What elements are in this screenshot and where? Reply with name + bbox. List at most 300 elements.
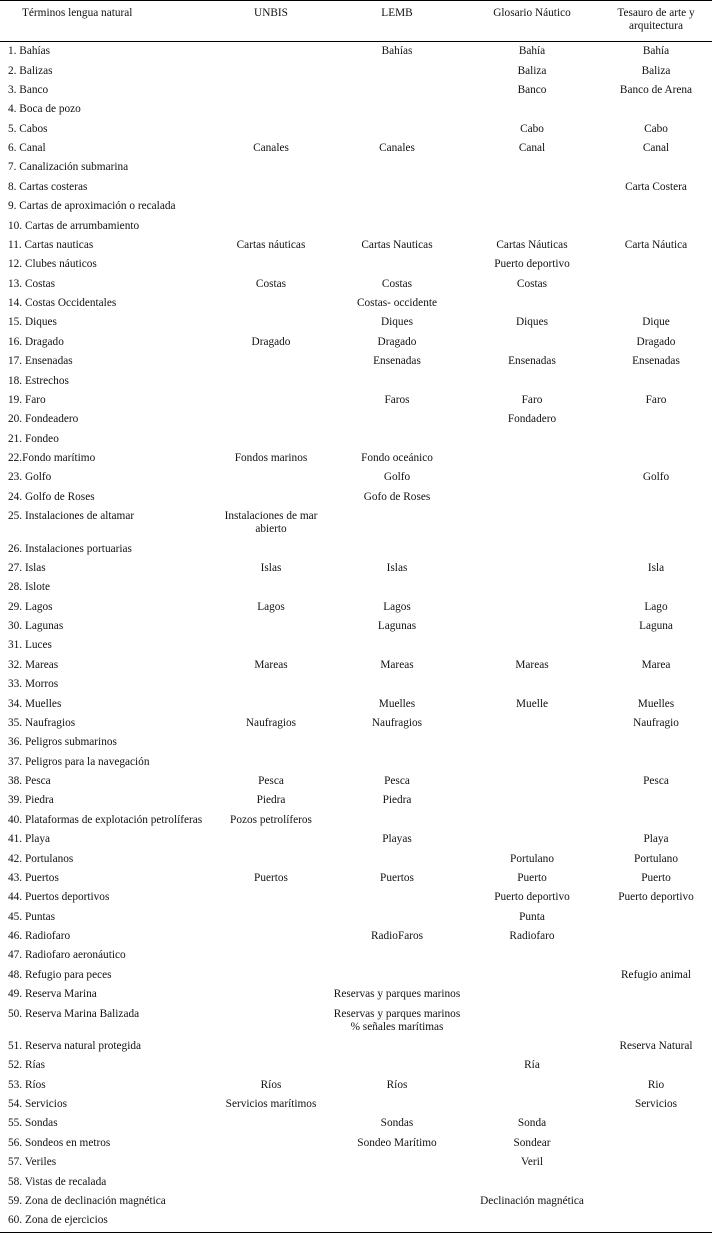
lemb-cell: [330, 178, 464, 197]
tesauro-cell: Ensenadas: [632, 355, 680, 368]
glosario-cell: Diques: [515, 316, 548, 329]
glosario-cell: Puerto deportivo: [494, 258, 570, 271]
unbis-cell: [212, 100, 330, 119]
table-row: [0, 617, 712, 636]
glosario-cell: [464, 488, 600, 507]
unbis-cell: [212, 391, 330, 410]
tesauro-cell: Playa: [643, 833, 669, 846]
glosario-cell: Costas: [516, 277, 548, 290]
table-row: [0, 61, 712, 80]
tesauro-cell: [600, 449, 712, 468]
glosario-cell: Puerto: [517, 871, 547, 884]
unbis-cell: [212, 158, 330, 177]
glosario-cell: [464, 1095, 600, 1114]
tesauro-cell: Marea: [641, 658, 671, 671]
lemb-cell: Mareas: [380, 658, 414, 671]
unbis-cell: Ríos: [260, 1078, 282, 1091]
glosario-cell: Baliza: [517, 64, 547, 77]
term-cell: 23. Golfo: [8, 471, 52, 484]
unbis-cell: Canales: [253, 142, 289, 155]
tesauro-cell: [600, 636, 712, 655]
glosario-cell: [464, 791, 600, 810]
tesauro-cell: Pesca: [643, 775, 669, 788]
lemb-cell: [330, 1056, 464, 1075]
unbis-cell: Pozos petrolíferos: [230, 813, 312, 826]
glosario-cell: Radiofaro: [509, 930, 555, 943]
table-row: [0, 449, 712, 468]
tesauro-cell: [600, 908, 712, 927]
lemb-cell: [330, 255, 464, 274]
table-row: [0, 908, 712, 927]
glosario-cell: [464, 753, 600, 772]
term-cell: 16. Dragado: [8, 335, 64, 348]
tesauro-cell: [600, 1192, 712, 1211]
unbis-cell: [212, 216, 330, 235]
term-cell: 18. Estrechos: [8, 374, 69, 387]
unbis-cell: [212, 985, 330, 1004]
unbis-cell: [212, 294, 330, 313]
glosario-cell: Canal: [518, 142, 546, 155]
term-cell: 28. Islote: [8, 581, 51, 594]
term-cell: 9. Cartas de aproximación o recalada: [8, 200, 176, 213]
unbis-cell: [212, 371, 330, 390]
tesauro-cell: Baliza: [641, 64, 671, 77]
glosario-cell: [464, 830, 600, 849]
table-row: [0, 559, 712, 578]
tesauro-cell: Carta Costera: [625, 180, 687, 193]
term-cell: 45. Puntas: [8, 910, 56, 923]
table-row: [0, 1004, 712, 1036]
tesauro-cell: [600, 811, 712, 830]
unbis-cell: [212, 617, 330, 636]
term-cell: 58. Vistas de recalada: [8, 1175, 107, 1188]
table-row: [0, 216, 712, 235]
tesauro-cell: [600, 1004, 712, 1036]
lemb-cell: [330, 908, 464, 927]
lemb-cell: Lagunas: [377, 620, 417, 633]
table-row: [0, 333, 712, 352]
tesauro-cell: Lago: [644, 600, 668, 613]
header-unbis: UNBIS: [212, 1, 330, 42]
term-cell: 15. Diques: [8, 316, 57, 329]
table-row: [0, 275, 712, 294]
term-cell: 14. Costas Occidentales: [8, 297, 117, 310]
tesauro-cell: Cabo: [644, 122, 668, 135]
term-cell: 42. Portulanos: [8, 852, 74, 865]
unbis-cell: Lagos: [257, 600, 285, 613]
term-cell: 33. Morros: [8, 678, 59, 691]
table-row: [0, 468, 712, 487]
term-cell: 2. Balizas: [8, 64, 53, 77]
unbis-cell: Fondos marinos: [234, 452, 308, 465]
glosario-cell: Banco: [517, 83, 547, 96]
tesauro-cell: [600, 733, 712, 752]
unbis-cell: [212, 120, 330, 139]
tesauro-cell: [600, 1134, 712, 1153]
glosario-cell: Punta: [519, 910, 545, 923]
lemb-cell: Golfo: [383, 471, 411, 484]
lemb-cell: [330, 430, 464, 449]
glosario-cell: [464, 449, 600, 468]
unbis-cell: [212, 81, 330, 100]
term-cell: 30. Lagunas: [8, 620, 64, 633]
glosario-cell: [464, 578, 600, 597]
table-row: [0, 1211, 712, 1233]
unbis-cell: Cartas náuticas: [236, 238, 306, 251]
unbis-cell: [212, 352, 330, 371]
table-row: [0, 197, 712, 216]
lemb-cell: [330, 371, 464, 390]
tesauro-cell: [600, 985, 712, 1004]
table-row: [0, 539, 712, 558]
glosario-cell: [464, 216, 600, 235]
tesauro-cell: [600, 216, 712, 235]
term-cell: 56. Sondeos en metros: [8, 1136, 111, 1149]
term-cell: 52. Rías: [8, 1059, 46, 1072]
term-cell: 60. Zona de ejercicios: [0, 1211, 212, 1233]
glosario-cell: [464, 617, 600, 636]
term-cell: 24. Golfo de Roses: [8, 490, 95, 503]
table-row: [0, 694, 712, 713]
glosario-cell: [464, 559, 600, 578]
unbis-cell: [212, 927, 330, 946]
unbis-cell: [212, 1153, 330, 1172]
lemb-cell: [330, 849, 464, 868]
lemb-cell: [330, 1037, 464, 1056]
glosario-cell: Sonda: [517, 1117, 547, 1130]
table-row: [0, 966, 712, 985]
table-row: [0, 927, 712, 946]
table-row: [0, 120, 712, 139]
lemb-cell: [330, 158, 464, 177]
lemb-cell: Reservas y parques marinos: [333, 988, 461, 1001]
tesauro-cell: [600, 791, 712, 810]
lemb-cell: [330, 675, 464, 694]
unbis-cell: Islas: [260, 561, 282, 574]
table-row: [0, 313, 712, 332]
table-row: [0, 888, 712, 907]
glosario-cell: [464, 507, 600, 539]
table-row: [0, 294, 712, 313]
unbis-cell: [212, 908, 330, 927]
tesauro-cell: Dique: [642, 316, 670, 329]
term-cell: 20. Fondeadero: [8, 413, 79, 426]
tesauro-cell: [600, 1114, 712, 1133]
glosario-cell: Ensenadas: [508, 355, 556, 368]
tesauro-cell: [600, 1153, 712, 1172]
term-cell: 35. Naufragios: [8, 716, 76, 729]
lemb-cell: Gofo de Roses: [363, 490, 431, 503]
lemb-cell: Dragado: [377, 335, 417, 348]
lemb-cell: [330, 216, 464, 235]
unbis-cell: Piedra: [256, 794, 286, 807]
lemb-cell: [330, 811, 464, 830]
unbis-cell: [212, 1114, 330, 1133]
tesauro-cell: Puerto deportivo: [618, 891, 694, 904]
unbis-cell: [212, 61, 330, 80]
term-cell: 11. Cartas nauticas: [8, 238, 94, 251]
unbis-cell: [212, 675, 330, 694]
glosario-cell: Puerto deportivo: [494, 891, 570, 904]
unbis-cell: [212, 430, 330, 449]
tesauro-cell: [600, 1056, 712, 1075]
unbis-cell: [212, 197, 330, 216]
glosario-cell: [464, 1004, 600, 1036]
glosario-cell: [464, 985, 600, 1004]
lemb-cell: Pesca: [384, 775, 410, 788]
lemb-cell: Ríos: [386, 1078, 408, 1091]
glosario-cell: [464, 468, 600, 487]
unbis-cell: [212, 636, 330, 655]
table-row: [0, 1076, 712, 1095]
tesauro-cell: [600, 294, 712, 313]
term-cell: 25. Instalaciones de altamar: [8, 510, 135, 523]
table-row: [0, 371, 712, 390]
lemb-cell: [330, 578, 464, 597]
term-cell: 26. Instalaciones portuarias: [8, 542, 132, 555]
table-row: [0, 42, 712, 62]
unbis-cell: Instalaciones de mar abierto: [224, 510, 318, 536]
term-cell: 8. Cartas costeras: [8, 180, 88, 193]
unbis-cell: Servicios marítimos: [225, 1098, 317, 1111]
term-cell: 44. Puertos deportivos: [8, 891, 110, 904]
term-cell: 29. Lagos: [8, 600, 53, 613]
glosario-cell: [464, 598, 600, 617]
lemb-cell: Fondo oceánico: [361, 452, 433, 465]
table-row: [0, 1153, 712, 1172]
tesauro-cell: Servicios: [634, 1098, 678, 1111]
term-cell: 55. Sondas: [8, 1117, 58, 1130]
tesauro-cell: [600, 275, 712, 294]
term-cell: 31. Luces: [8, 639, 52, 652]
lemb-cell: Islas: [386, 561, 408, 574]
unbis-cell: [212, 488, 330, 507]
table-row: [0, 1172, 712, 1191]
unbis-cell: [212, 42, 330, 62]
header-lemb: LEMB: [330, 1, 464, 42]
glosario-cell: [464, 100, 600, 119]
header-nautical-glossary: Glosario Náutico: [464, 1, 600, 42]
table-row: [0, 1114, 712, 1133]
table-row: [0, 507, 712, 539]
tesauro-cell: [600, 100, 712, 119]
glosario-cell: Faro: [521, 393, 543, 406]
lemb-cell: Faros: [384, 393, 410, 406]
term-cell: 36. Peligros submarinos: [8, 736, 117, 749]
table-row: [0, 430, 712, 449]
term-cell: 22.Fondo marítimo: [8, 452, 96, 465]
unbis-cell: [212, 1037, 330, 1056]
tesauro-cell: Laguna: [639, 620, 673, 633]
table-row: [0, 236, 712, 255]
lemb-cell: Lagos: [383, 600, 411, 613]
table-row: [0, 352, 712, 371]
term-cell: 48. Refugio para peces: [8, 968, 112, 981]
term-cell: 5. Cabos: [8, 122, 48, 135]
tesauro-cell: Puerto: [641, 871, 671, 884]
term-cell: 54. Servicios: [8, 1098, 67, 1111]
term-cell: 6. Canal: [8, 142, 46, 155]
lemb-cell: Piedra: [382, 794, 412, 807]
unbis-cell: Puertos: [254, 871, 288, 884]
unbis-cell: [212, 1211, 330, 1233]
tesauro-cell: Portulano: [634, 852, 678, 865]
glosario-cell: [464, 178, 600, 197]
tesauro-cell: Muelles: [637, 697, 675, 710]
tesauro-cell: Golfo: [642, 471, 670, 484]
table-row: [0, 733, 712, 752]
unbis-cell: [212, 468, 330, 487]
lemb-cell: [330, 539, 464, 558]
unbis-cell: Dragado: [251, 335, 291, 348]
tesauro-cell: Naufragio: [633, 716, 679, 729]
table-row: [0, 1134, 712, 1153]
lemb-cell: [330, 966, 464, 985]
lemb-cell: [330, 1153, 464, 1172]
glosario-cell: [464, 636, 600, 655]
table-body: [0, 42, 712, 1233]
table-row: [0, 849, 712, 868]
glosario-cell: [464, 733, 600, 752]
table-row: [0, 772, 712, 791]
table-row: [0, 869, 712, 888]
glosario-cell: [464, 714, 600, 733]
tesauro-cell: [600, 578, 712, 597]
glosario-cell: Muelle: [516, 697, 548, 710]
unbis-cell: [212, 313, 330, 332]
table-row: [0, 830, 712, 849]
tesauro-cell: Rio: [647, 1078, 665, 1091]
term-cell: 46. Radiofaro: [8, 930, 71, 943]
lemb-cell: [330, 100, 464, 119]
unbis-cell: [212, 255, 330, 274]
table-row: [0, 675, 712, 694]
glosario-cell: [464, 811, 600, 830]
lemb-cell: [330, 1211, 464, 1233]
tesauro-cell: [600, 488, 712, 507]
table-row: [0, 255, 712, 274]
table-row: [0, 753, 712, 772]
tesauro-cell: Reserva Natural: [619, 1039, 693, 1052]
glosario-cell: [464, 1076, 600, 1095]
glosario-cell: Bahía: [518, 45, 546, 58]
term-cell: 12. Clubes náuticos: [8, 258, 97, 271]
term-cell: 27. Islas: [8, 561, 46, 574]
tesauro-cell: [600, 1211, 712, 1233]
table-row: [0, 81, 712, 100]
lemb-cell: Reservas y parques marinos % señales marítimas: [333, 1007, 461, 1033]
term-cell: 59. Zona de declinación magnética: [8, 1194, 166, 1207]
unbis-cell: [212, 888, 330, 907]
term-cell: 1. Bahías: [8, 45, 51, 58]
lemb-cell: Sondas: [380, 1117, 414, 1130]
glosario-cell: [464, 197, 600, 216]
unbis-cell: [212, 694, 330, 713]
table-row: [0, 985, 712, 1004]
lemb-cell: [330, 1095, 464, 1114]
glosario-cell: Ría: [524, 1059, 540, 1072]
header-row: [0, 1, 712, 42]
lemb-cell: Muelles: [378, 697, 416, 710]
tesauro-cell: [600, 410, 712, 429]
unbis-cell: [212, 1134, 330, 1153]
unbis-cell: Mareas: [254, 658, 288, 671]
glosario-cell: [464, 966, 600, 985]
lemb-cell: [330, 120, 464, 139]
glosario-cell: [464, 772, 600, 791]
unbis-cell: [212, 1004, 330, 1036]
glosario-cell: Portulano: [510, 852, 554, 865]
tesauro-cell: [600, 539, 712, 558]
table-row: [0, 636, 712, 655]
tesauro-cell: [600, 371, 712, 390]
table-row: [0, 488, 712, 507]
lemb-cell: Costas- occidente: [357, 297, 437, 310]
glosario-cell: Cabo: [520, 122, 544, 135]
term-cell: 38. Pesca: [8, 775, 51, 788]
table-row: [0, 791, 712, 810]
term-cell: 13. Costas: [8, 277, 56, 290]
glosario-cell: [464, 430, 600, 449]
tesauro-cell: [600, 507, 712, 539]
lemb-cell: [330, 753, 464, 772]
tesauro-cell: Faro: [645, 393, 667, 406]
term-cell: 21. Fondeo: [8, 432, 59, 445]
term-cell: 34. Muelles: [8, 697, 62, 710]
term-cell: 47. Radiofaro aeronáutico: [8, 949, 126, 962]
lemb-cell: [330, 1172, 464, 1191]
tesauro-cell: [600, 158, 712, 177]
glosario-cell: Cartas Náuticas: [496, 238, 568, 251]
table-row: [0, 946, 712, 965]
glosario-cell: Fondadero: [507, 413, 557, 426]
term-cell: 3. Banco: [8, 83, 49, 96]
table-row: [0, 410, 712, 429]
lemb-cell: [330, 1192, 464, 1211]
lemb-cell: Sondeo Marítimo: [357, 1136, 437, 1149]
table-row: [0, 178, 712, 197]
table-row: [0, 391, 712, 410]
unbis-cell: Costas: [255, 277, 287, 290]
lemb-cell: Ensenadas: [373, 355, 421, 368]
tesauro-cell: [600, 255, 712, 274]
lemb-cell: Cartas Nauticas: [361, 238, 433, 251]
term-cell: 41. Playa: [8, 833, 51, 846]
table-row: [0, 714, 712, 733]
term-cell: 19. Faro: [8, 393, 46, 406]
unbis-cell: [212, 753, 330, 772]
term-cell: 7. Canalización submarina: [8, 161, 129, 174]
unbis-cell: [212, 178, 330, 197]
tesauro-cell: [600, 675, 712, 694]
glosario-cell: [464, 1037, 600, 1056]
glosario-cell: [464, 371, 600, 390]
table-row: [0, 1192, 712, 1211]
table-row: [0, 656, 712, 675]
glosario-cell: [464, 1211, 600, 1233]
glosario-cell: [464, 1172, 600, 1191]
lemb-cell: [330, 61, 464, 80]
unbis-cell: Naufragios: [245, 716, 297, 729]
glosario-cell: [464, 333, 600, 352]
lemb-cell: RadioFaros: [370, 930, 424, 943]
table-row: [0, 139, 712, 158]
term-cell: 49. Reserva Marina: [8, 988, 97, 1001]
lemb-cell: Naufragios: [371, 716, 423, 729]
table-row: [0, 598, 712, 617]
lemb-cell: [330, 507, 464, 539]
term-cell: 53. Ríos: [8, 1078, 46, 1091]
